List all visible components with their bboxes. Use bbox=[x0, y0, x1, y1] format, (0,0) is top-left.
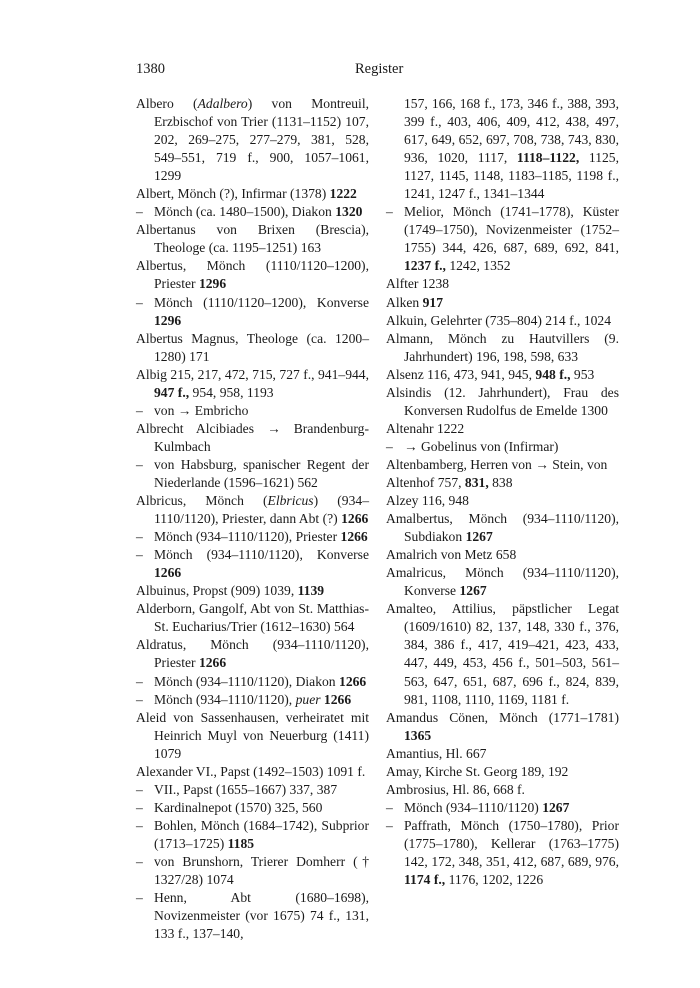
subentry-dash: – bbox=[136, 204, 143, 220]
subentry-dash: – bbox=[386, 817, 393, 833]
page-reference-bold: 1266 bbox=[198, 655, 227, 671]
entry-text: Mönch (ca. 1480–1500), Diakon bbox=[154, 204, 336, 220]
entry-text: Albertanus von Brixen (Brescia), Theologe (ca. 1195–1251) 163 bbox=[136, 222, 369, 256]
entry-text: von Brunshorn, Trierer Domherr († 1327/28) 1074 bbox=[154, 853, 369, 888]
entry-text: 1242, 1352 bbox=[445, 258, 511, 274]
entry-text: Melior, Mönch (1741–1778), Küster (1749–1750), Novizenmeister (1752–1755) 344, 426, 687, 689, 692, 841, bbox=[404, 204, 619, 256]
index-subentry bbox=[136, 691, 369, 709]
index-entry bbox=[386, 492, 619, 510]
entry-text: Albrecht Alcibiades → Brandenburg-Kulmbach bbox=[136, 420, 369, 454]
index-entry bbox=[386, 745, 619, 763]
index-entry bbox=[386, 384, 619, 420]
index-entry bbox=[386, 510, 619, 546]
index-entry bbox=[386, 474, 619, 492]
page-reference-bold: 1320 bbox=[335, 204, 363, 220]
index-entry bbox=[136, 582, 369, 600]
index-entry bbox=[136, 709, 369, 763]
subentry-dash: – bbox=[136, 547, 143, 563]
index-subentry bbox=[136, 546, 369, 582]
entry-text: Altenbamberg, Herren von → Stein, von bbox=[386, 456, 608, 472]
entry-text: Alsindis (12. Jahrhundert), Frau des Konversen Rudolfus de Emelde 1300 bbox=[386, 384, 619, 418]
index-column-left bbox=[136, 95, 369, 943]
entry-text: Mönch (934–1110/1120), Diakon bbox=[154, 673, 340, 689]
page-reference-bold: 1222 bbox=[329, 186, 357, 202]
index-entry bbox=[136, 763, 369, 781]
entry-text: 1176, 1202, 1226 bbox=[445, 872, 544, 888]
index-subentry bbox=[136, 203, 369, 221]
index-subentry bbox=[386, 817, 619, 889]
index-subentry bbox=[136, 853, 369, 889]
entry-text: von → Embricho bbox=[154, 402, 249, 418]
subentry-dash: – bbox=[136, 529, 143, 545]
entry-text: Ambrosius, Hl. 86, 668 f. bbox=[386, 781, 525, 797]
index-entry bbox=[136, 95, 369, 185]
page-reference-bold: 1185 bbox=[227, 835, 255, 851]
index-entry bbox=[136, 257, 369, 293]
subentry-dash: – bbox=[136, 781, 143, 797]
italic-text: Adalbero bbox=[197, 96, 248, 111]
subentry-dash: – bbox=[136, 817, 143, 833]
page-reference-bold: 1267 bbox=[465, 529, 493, 545]
entry-text: Amantius, Hl. 667 bbox=[386, 745, 487, 761]
index-entry bbox=[386, 312, 619, 330]
subentry-dash: – bbox=[136, 294, 143, 310]
entry-text: Amay, Kirche St. Georg 189, 192 bbox=[386, 763, 569, 779]
subentry-dash: – bbox=[136, 853, 143, 869]
italic-text: puer bbox=[295, 691, 321, 707]
index-entry bbox=[386, 763, 619, 781]
page-reference-bold: 1296 bbox=[154, 312, 182, 328]
page-reference-bold: 1266 bbox=[154, 565, 182, 581]
entry-text: Mönch (934–1110/1120) bbox=[404, 799, 543, 815]
page-reference-bold: 1267 bbox=[459, 583, 487, 599]
entry-text: Kardinalnepot (1570) 325, 560 bbox=[154, 799, 323, 815]
index-subentry bbox=[136, 456, 369, 492]
entry-text: Albricus, Mönch ( bbox=[136, 493, 268, 509]
entry-text: 953 bbox=[570, 366, 595, 382]
entry-text: Albertus Magnus, Theologe (ca. 1200–1280) 171 bbox=[136, 330, 369, 364]
entry-text: Albertus, Mönch (1110/1120–1200), Priester bbox=[136, 258, 369, 292]
entry-text: Altenhof 757, bbox=[386, 474, 465, 490]
page-reference-bold: 917 bbox=[422, 294, 444, 310]
index-subentry bbox=[386, 203, 619, 275]
entry-text: Mönch (934–1110/1120), bbox=[154, 691, 296, 707]
index-subentry bbox=[136, 673, 369, 691]
entry-text: Albuinus, Propst (909) 1039, bbox=[136, 583, 298, 599]
index-entry bbox=[386, 781, 619, 799]
index-subentry bbox=[136, 402, 369, 420]
entry-text: Bohlen, Mönch (1684–1742), Subprior (1713–1725) bbox=[154, 817, 369, 851]
index-column-right bbox=[386, 95, 619, 889]
index-subentry bbox=[136, 294, 369, 330]
subentry-dash: – bbox=[386, 438, 393, 454]
italic-text: Elbricus bbox=[267, 493, 314, 509]
entry-text: Alken bbox=[386, 294, 423, 310]
entry-text: Aleid von Sassenhausen, verheiratet mit Heinrich Muyl von Neuerburg (1411) 1079 bbox=[136, 709, 369, 761]
entry-text: von Habsburg, spanischer Regent der Niederlande (1596–1621) 562 bbox=[154, 456, 369, 490]
entry-text: Alzey 116, 948 bbox=[386, 493, 469, 509]
entry-text: Alsenz 116, 473, 941, 945, bbox=[386, 366, 536, 382]
entry-text: Henn, Abt (1680–1698), Novizenmeister (vor 1675) 74 f., 131, 133 f., 137–140, bbox=[154, 890, 369, 942]
subentry-dash: – bbox=[136, 799, 143, 815]
index-subentry bbox=[386, 438, 619, 456]
index-entry bbox=[136, 366, 369, 402]
entry-text: ) (934–1110/1120), Priester, dann Abt (?) bbox=[154, 493, 369, 527]
index-entry bbox=[136, 185, 369, 203]
subentry-dash: – bbox=[136, 402, 143, 418]
index-entry bbox=[386, 546, 619, 564]
subentry-dash: – bbox=[386, 204, 393, 220]
index-entry bbox=[136, 600, 369, 636]
page-reference-bold: 1266 bbox=[323, 691, 352, 707]
page-reference-bold: 1266 bbox=[339, 673, 367, 689]
entry-text: Albero ( bbox=[136, 96, 198, 111]
entry-text: Aldratus, Mönch (934–1110/1120), Priester bbox=[136, 637, 369, 671]
subentry-dash: – bbox=[136, 890, 143, 906]
page-reference-bold: 1365 bbox=[404, 727, 432, 743]
entry-text: Alderborn, Gangolf, Abt von St. Matthias-St. Eucharius/Trier (1612–1630) 564 bbox=[136, 601, 369, 635]
index-subentry bbox=[136, 528, 369, 546]
index-entry bbox=[386, 366, 619, 384]
index-entry bbox=[136, 420, 369, 456]
entry-text: Almann, Mönch zu Hautvillers (9. Jahrhundert) 196, 198, 598, 633 bbox=[386, 330, 619, 364]
page-number: 1380 bbox=[136, 61, 165, 77]
index-subentry bbox=[136, 781, 369, 799]
index-entry bbox=[386, 330, 619, 366]
page-reference-bold: 947 f., bbox=[154, 384, 190, 400]
page-reference-bold: 1118–1122, bbox=[516, 150, 580, 166]
index-entry bbox=[386, 294, 619, 312]
index-entry bbox=[386, 275, 619, 293]
entry-text: Amalricus, Mönch (934–1110/1120), Konverse bbox=[386, 565, 619, 599]
entry-text: 1125, 1127, 1145, 1148, 1183–1185, 1198 f., 1241, 1247 f., 1341–1344 bbox=[404, 150, 619, 202]
entry-text: Amalbertus, Mönch (934–1110/1120), Subdiakon bbox=[386, 511, 619, 545]
page-reference-bold: 831, bbox=[464, 474, 489, 490]
page-reference-bold: 1174 f., bbox=[404, 872, 446, 888]
page-reference-bold: 1237 f., bbox=[404, 258, 446, 274]
entry-text: ) von Montreuil, Erzbischof von Trier (1131–1152) 107, 202, 269–275, 277–279, 381, 528, 549–551, 719 f., 900, 1057–1061, 1299 bbox=[154, 96, 369, 184]
entry-text: Alkuin, Gelehrter (735–804) 214 f., 1024 bbox=[386, 312, 612, 328]
page-reference-bold: 1296 bbox=[198, 276, 227, 292]
entry-text: Alfter 1238 bbox=[386, 276, 450, 292]
index-subentry bbox=[136, 799, 369, 817]
subentry-dash: – bbox=[386, 799, 393, 815]
index-subentry bbox=[136, 889, 369, 943]
index-entry bbox=[136, 636, 369, 672]
entry-text: Alexander VI., Papst (1492–1503) 1091 f. bbox=[136, 763, 366, 779]
entry-text: Mönch (934–1110/1120), Priester bbox=[154, 529, 341, 545]
index-entry-continuation bbox=[386, 95, 619, 203]
entry-text: Amalrich von Metz 658 bbox=[386, 547, 517, 563]
index-entry bbox=[386, 600, 619, 708]
subentry-dash: – bbox=[136, 691, 143, 707]
entry-text: → Gobelinus von (Infirmar) bbox=[404, 438, 559, 454]
entry-text: 838 bbox=[488, 474, 513, 490]
index-subentry bbox=[386, 799, 619, 817]
index-entry bbox=[386, 456, 619, 474]
page-reference-bold: 1266 bbox=[341, 511, 369, 527]
page-reference-bold: 1267 bbox=[542, 799, 570, 815]
entry-text: 954, 958, 1193 bbox=[189, 384, 274, 400]
running-head: Register bbox=[355, 61, 404, 77]
index-entry bbox=[386, 420, 619, 438]
subentry-dash: – bbox=[136, 673, 143, 689]
page-reference-bold: 1266 bbox=[340, 529, 368, 545]
index-subentry bbox=[136, 817, 369, 853]
entry-text: Mönch (1110/1120–1200), Konverse bbox=[154, 294, 369, 310]
entry-text: VII., Papst (1655–1667) 337, 387 bbox=[154, 781, 338, 797]
index-entry bbox=[136, 492, 369, 528]
entry-text: Albert, Mönch (?), Infirmar (1378) bbox=[136, 186, 330, 202]
index-entry bbox=[386, 709, 619, 745]
entry-text: Mönch (934–1110/1120), Konverse bbox=[154, 547, 369, 563]
index-entry bbox=[136, 330, 369, 366]
entry-text: Paffrath, Mönch (1750–1780), Prior (1775–1780), Kellerar (1763–1775) 142, 172, 348, 351, 412, 687, 689, 976, bbox=[404, 817, 619, 869]
index-entry bbox=[386, 564, 619, 600]
subentry-dash: – bbox=[136, 456, 143, 472]
page-reference-bold: 1139 bbox=[297, 583, 325, 599]
entry-text: Amalteo, Attilius, päpstlicher Legat (1609/1610) 82, 137, 148, 330 f., 376, 384, 386 f., 417, 419–421, 423, 433, 447, 449, 453, 456 f., 501–503, 561–563, 647, 651, 687, 696 f., 824, 839, 981, 1108, 1110, 1169, 1181 f. bbox=[386, 601, 619, 707]
page-reference-bold: 948 f., bbox=[535, 366, 571, 382]
entry-text: 157, 166, 168 f., 173, 346 f., 388, 393, 399 f., 403, 406, 409, 412, 438, 497, 617, 649, 652, 697, 708, 738, 743, 830, 936, 1020, 1117, bbox=[404, 96, 619, 166]
entry-text: Altenahr 1222 bbox=[386, 420, 465, 436]
entry-text: Amandus Cönen, Mönch (1771–1781) bbox=[386, 709, 619, 725]
entry-text: Albig 215, 217, 472, 715, 727 f., 941–944, bbox=[136, 366, 369, 382]
index-entry bbox=[136, 221, 369, 257]
